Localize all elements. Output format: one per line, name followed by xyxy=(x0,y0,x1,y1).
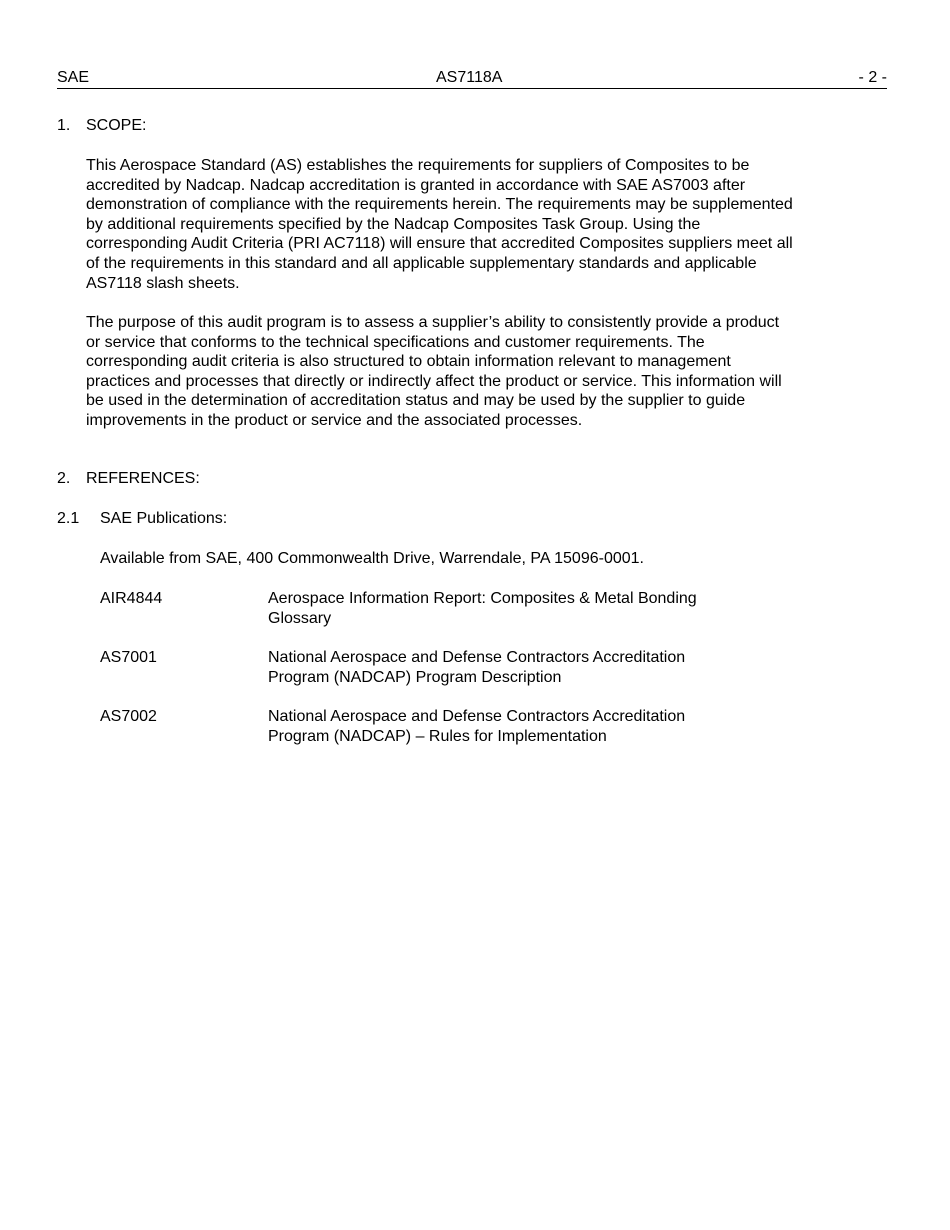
reference-title: National Aerospace and Defense Contractors Accreditation Program (NADCAP) Program Description xyxy=(268,649,686,686)
section-number: 2. xyxy=(57,470,71,487)
reference-title: Aerospace Information Report: Composites & Metal Bonding Glossary xyxy=(268,590,697,627)
subsection-number: 2.1 xyxy=(57,510,80,527)
header-document-number: AS7118A xyxy=(436,69,503,86)
reference-code: AS7002 xyxy=(100,708,157,725)
section-scope-heading xyxy=(57,116,146,136)
availability-statement: Available from SAE, 400 Commonwealth Drive, Warrendale, PA 15096-0001. xyxy=(100,550,644,567)
scope-paragraph-1: This Aerospace Standard (AS) establishes the requirements for suppliers of Composites to be accredited by Nadcap. Nadcap accreditation is granted in accordance with SAE AS7003 after demonstration of compliance with the requirements herein. The requirements may be supplemented by additional requirements specified by the Nadcap Composites Task Group. Using the corresponding Audit Criteria (PRI AC7118) will ensure that accredited Composites suppliers meet all of the requirements in this standard and all applicable supplementary standards and applicable AS7118 slash sheets. xyxy=(86,157,793,292)
section-number: 1. xyxy=(57,117,71,134)
header-page-number: - 2 - xyxy=(858,69,887,86)
subsection-sae-publications-heading xyxy=(57,509,227,529)
subsection-title: SAE Publications: xyxy=(100,510,228,527)
section-references-heading xyxy=(57,469,200,489)
reference-code: AIR4844 xyxy=(100,590,163,607)
section-title: REFERENCES: xyxy=(86,470,200,487)
header-organization: SAE xyxy=(57,69,90,86)
reference-code: AS7001 xyxy=(100,649,157,666)
section-title: SCOPE: xyxy=(86,117,147,134)
scope-paragraph-2: The purpose of this audit program is to assess a supplier’s ability to consistently provide a product or service that conforms to the technical specifications and customer requirements. The corresponding audit criteria is also structured to obtain information relevant to management practices and processes that directly or indirectly affect the product or service. This information will be used in the determination of accreditation status and may be used by the supplier to guide improvements in the product or service and the associated processes. xyxy=(86,314,782,429)
page-header xyxy=(57,68,887,89)
reference-title: National Aerospace and Defense Contractors Accreditation Program (NADCAP) – Rules for Implementation xyxy=(268,708,686,745)
